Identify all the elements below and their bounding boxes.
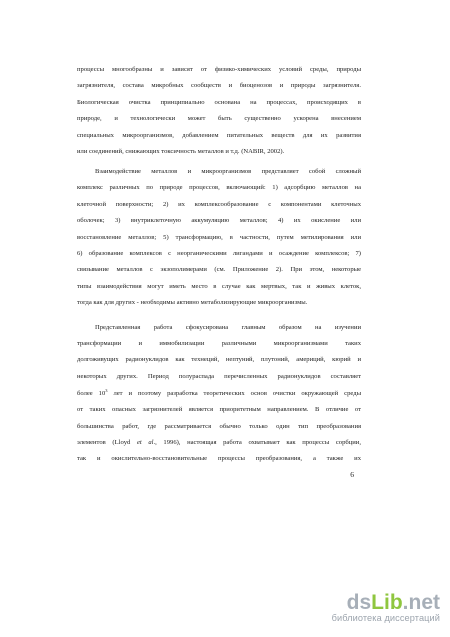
text-line: типы взаимодействия могут иметь место в случае как мертвых, так и живых клеток, [77, 283, 361, 290]
text-fragment-italic: et al [136, 439, 154, 446]
text-line: связывание металлов с экзополимерами (см. Приложение 2). При этом, некоторые [77, 266, 361, 273]
text-line: Биологическая очистка принципиально основана на процессах, происходящих в [77, 99, 361, 106]
dslib-logo [308, 589, 440, 613]
text-fragment: ., 1996), настоящая работа охватывает как процессы сорбции, [153, 439, 361, 446]
page-number: 6 [350, 470, 354, 479]
text-line: клеточной поверхности; 2) их комплексообразование с компонентами клеточных [77, 201, 361, 208]
text-line: тогда как для других - необходимы активно метаболизирующие микроорганизмы. [77, 299, 308, 306]
text-line: процессы многообразны и зависят от физико-химических условий среды, природы [77, 66, 361, 73]
text-line: оболочек; 3) внутриклеточную аккумуляцию металлов; 4) их окисление или [77, 217, 361, 224]
watermark [308, 589, 440, 627]
text-line: большинства работ, где рассматривается обычно только один тип преобразования [77, 423, 361, 430]
text-line: природе, и технологически может быть существенно ускорена внесением [77, 115, 361, 122]
text-line: трансформации и иммобилизации различными микроорганизмами таких [77, 340, 361, 347]
text-line: Представленная работа сфокусирована главным образом на изучении [95, 324, 361, 331]
watermark-caption: библиотека диссертаций [331, 613, 440, 623]
text-line: загрязнителя, состава микробных сообществ и биоценозов и природы загрязнителя. [77, 82, 361, 89]
text-line: некоторых других. Период полураспада перечисленных радионуклидов составляет [77, 373, 361, 380]
text-line: комплекс различных по природе процессов, включающий: 1) адсорбцию металлов на [77, 184, 361, 191]
text-line: так и окислительно-восстановительные процессы преобразования, а также их [77, 455, 361, 462]
text-line: от таких опасных загрязнителей является приоритетным направлением. В отличие от [77, 406, 361, 413]
text-line: Взаимодействие металлов и микроорганизмов представляет собой сложный [95, 168, 361, 175]
text-line: восстановление металлов; 5) трансформацию, в частности, путем метилирования или [77, 234, 361, 241]
text-fragment: элементов (Lloyd [77, 439, 137, 446]
text-line: 6) образование комплексов с неорганическими лигандами и осаждение комплексов; 7) [77, 250, 361, 257]
text-fragment: лет и поэтому разработка теоретических основ очистки окружающей среды [107, 390, 361, 397]
superscript: 3 [105, 387, 108, 393]
text-fragment: более 10 [77, 390, 106, 397]
text-line [77, 439, 361, 447]
text-line: специальных микроорганизмов, добавлением питательных веществ для их развития [77, 132, 361, 139]
text-line: или соединений, снижающих токсичность металлов и т.д. (NABIR, 2002). [77, 148, 285, 155]
text-line [77, 387, 361, 398]
text-line: долгоживущих радионуклидов как технеций, нептуний, плутоний, америций, кюрий и [77, 356, 361, 363]
svg-text:dsLib.net: dsLib.net [346, 591, 440, 613]
